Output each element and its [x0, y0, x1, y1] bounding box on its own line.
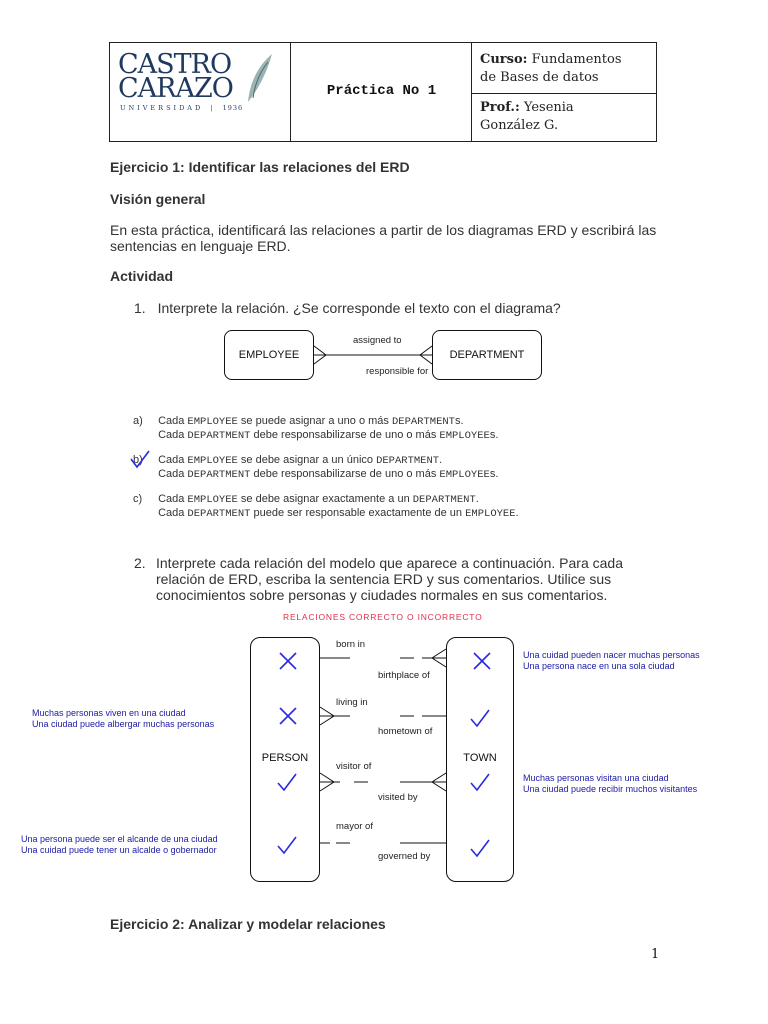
label-responsible-for: responsible for	[366, 366, 429, 377]
exercise1-title: Ejercicio 1: Identificar las relaciones del ERD	[110, 159, 410, 175]
option-b-l1-pre: Cada	[158, 454, 185, 466]
logo-sub: UNIVERSIDAD | 1936	[120, 104, 244, 112]
logo-line-2: CARAZO	[118, 73, 233, 104]
logo-university-text: UNIVERSIDAD	[120, 104, 204, 112]
question-1-text: Interprete la relación. ¿Se corresponde el texto con el diagrama?	[157, 300, 561, 316]
annotation-born-in-line-2: Una persona nace en una sola ciudad	[523, 661, 675, 671]
option-a-l2-mid: debe responsabilizarse de uno o más	[253, 429, 437, 441]
label-born-in: born in	[336, 639, 366, 650]
checkmark-icon	[129, 450, 151, 470]
option-a-l2-code1: DEPARTMENT	[187, 430, 251, 442]
activity-title: Actividad	[110, 268, 174, 284]
logo-line-1: CASTRO	[118, 49, 232, 80]
header-table	[109, 42, 657, 142]
annotation-born-in	[523, 650, 700, 672]
practice-title: Práctica No 1	[326, 83, 437, 99]
label-visited-by: visited by	[378, 792, 418, 803]
option-c-l2-code2: EMPLOYEE	[465, 508, 516, 520]
option-c-l1-code2: DEPARTMENT	[412, 494, 476, 506]
option-b-l1-code1: EMPLOYEE	[187, 455, 238, 467]
label-birthplace-of: birthplace of	[378, 670, 430, 681]
option-a-l1-mid: se puede asignar a uno o más	[240, 415, 389, 427]
option-c	[133, 493, 519, 521]
checkmark-icon	[276, 836, 298, 856]
overview-text	[110, 222, 670, 254]
option-a-letter: a)	[133, 415, 143, 427]
option-b-l2-pre: Cada	[158, 468, 185, 480]
question-2-number: 2.	[134, 555, 146, 571]
option-a-l1-pre: Cada	[158, 415, 185, 427]
page-number: 1	[651, 947, 660, 962]
option-b-l2-code1: DEPARTMENT	[187, 469, 251, 481]
annotation-mayor-of-line-1: Una persona puede ser el alcande de una ciudad	[21, 834, 218, 844]
course-value-2: de Bases de datos	[480, 70, 599, 85]
option-b-l2-mid: debe responsabilizarse de uno o más	[253, 468, 437, 480]
annotation-living-in-line-1: Muchas personas viven en una ciudad	[32, 708, 186, 718]
checkmark-icon	[469, 709, 491, 729]
option-c-l1-pre: Cada	[158, 493, 185, 505]
question-1	[134, 300, 561, 316]
cross-mark-icon	[278, 706, 298, 726]
overview-title: Visión general	[110, 191, 206, 207]
label-hometown-of: hometown of	[378, 726, 433, 737]
logo-year: 1936	[222, 104, 244, 112]
option-b	[133, 454, 498, 482]
question-2-line-1: Interprete cada relación del modelo que aparece a continuación. Para cada	[156, 555, 623, 571]
question-2-line-3: conocimientos sobre personas y ciudades normales en sus comentarios.	[156, 587, 608, 603]
option-b-letter: b)	[133, 454, 143, 466]
prof-label: Prof.:	[480, 100, 520, 115]
feather-emblem-icon	[242, 52, 282, 112]
exercise2-title: Ejercicio 2: Analizar y modelar relaciones	[110, 916, 386, 932]
erd-diagram-1	[220, 330, 550, 386]
option-a-l1-post: s.	[454, 415, 464, 427]
option-c-l2-pre: Cada	[158, 507, 185, 519]
checkmark-icon	[469, 839, 491, 859]
option-a-l1-code1: EMPLOYEE	[187, 416, 238, 428]
prof-cell	[472, 93, 656, 141]
annotation-mayor-of-line-2: Una cuidad puede tener un alcalde o gobernador	[21, 845, 217, 855]
option-c-l2-post: .	[515, 507, 519, 519]
title-cell	[291, 43, 472, 141]
entity-person-label: PERSON	[261, 752, 309, 764]
course-label: Curso:	[480, 52, 528, 67]
option-c-l1-code1: EMPLOYEE	[187, 494, 238, 506]
label-visitor-of: visitor of	[336, 761, 372, 772]
logo-cell	[110, 43, 291, 141]
entity-employee-label: EMPLOYEE	[238, 349, 300, 361]
option-c-l2-mid: puede ser responsable exactamente de un	[253, 507, 463, 519]
label-living-in: living in	[336, 697, 368, 708]
option-c-l2-code1: DEPARTMENT	[187, 508, 251, 520]
cross-mark-icon	[472, 651, 492, 671]
annotation-living-in	[32, 708, 214, 730]
question-1-number: 1.	[134, 300, 146, 316]
option-b-l2-code2: EMPLOYEE	[439, 469, 490, 481]
annotation-born-in-line-1: Una cuidad pueden nacer muchas personas	[523, 650, 700, 660]
annotation-visitor-of-line-1: Muchas personas visitan una ciudad	[523, 773, 669, 783]
annotation-visitor-of-line-2: Una ciudad puede recibir muchos visitantes	[523, 784, 698, 794]
option-b-l2-post: s.	[489, 468, 499, 480]
option-a-l2-post: s.	[489, 429, 499, 441]
annotation-visitor-of	[523, 773, 697, 795]
option-a-l1-code2: DEPARTMENT	[391, 416, 455, 428]
annotation-living-in-line-2: Una ciudad puede albergar muchas personas	[32, 719, 215, 729]
prof-value-1: Yesenia	[523, 100, 574, 115]
option-c-letter: c)	[133, 493, 143, 505]
label-assigned-to: assigned to	[353, 335, 402, 346]
entity-department-label: DEPARTMENT	[449, 349, 525, 361]
prof-value-2: González G.	[480, 118, 559, 133]
erd-diagram-2-header: RELACIONES CORRECTO O INCORRECTO	[283, 612, 483, 622]
option-b-l1-mid: se debe asignar a un único	[240, 454, 374, 466]
option-a	[133, 415, 498, 443]
question-2	[134, 555, 658, 603]
checkmark-icon	[469, 773, 491, 793]
option-c-l1-post: .	[475, 493, 479, 505]
overview-text-line-1: En esta práctica, identificará las relaciones a partir de los diagramas ERD y escribirá las	[110, 222, 657, 238]
checkmark-icon	[276, 773, 298, 793]
label-governed-by: governed by	[378, 851, 431, 862]
question-2-line-2: relación de ERD, escriba la sentencia ERD y sus comentarios. Utilice sus	[156, 571, 612, 587]
course-value-1: Fundamentos	[531, 52, 622, 67]
option-a-l2-code2: EMPLOYEE	[439, 430, 490, 442]
course-cell	[472, 43, 656, 94]
option-a-l2-pre: Cada	[158, 429, 185, 441]
entity-town-label: TOWN	[463, 752, 497, 764]
option-b-l1-post: .	[439, 454, 443, 466]
erd-diagram-2	[250, 625, 520, 885]
option-c-l1-mid: se debe asignar exactamente a un	[240, 493, 410, 505]
label-mayor-of: mayor of	[336, 821, 373, 832]
annotation-mayor-of	[21, 834, 218, 856]
option-b-l1-code2: DEPARTMENT	[376, 455, 440, 467]
university-logo	[118, 49, 278, 132]
overview-text-line-2: sentencias en lenguaje ERD.	[110, 238, 291, 254]
cross-mark-icon	[278, 651, 298, 671]
